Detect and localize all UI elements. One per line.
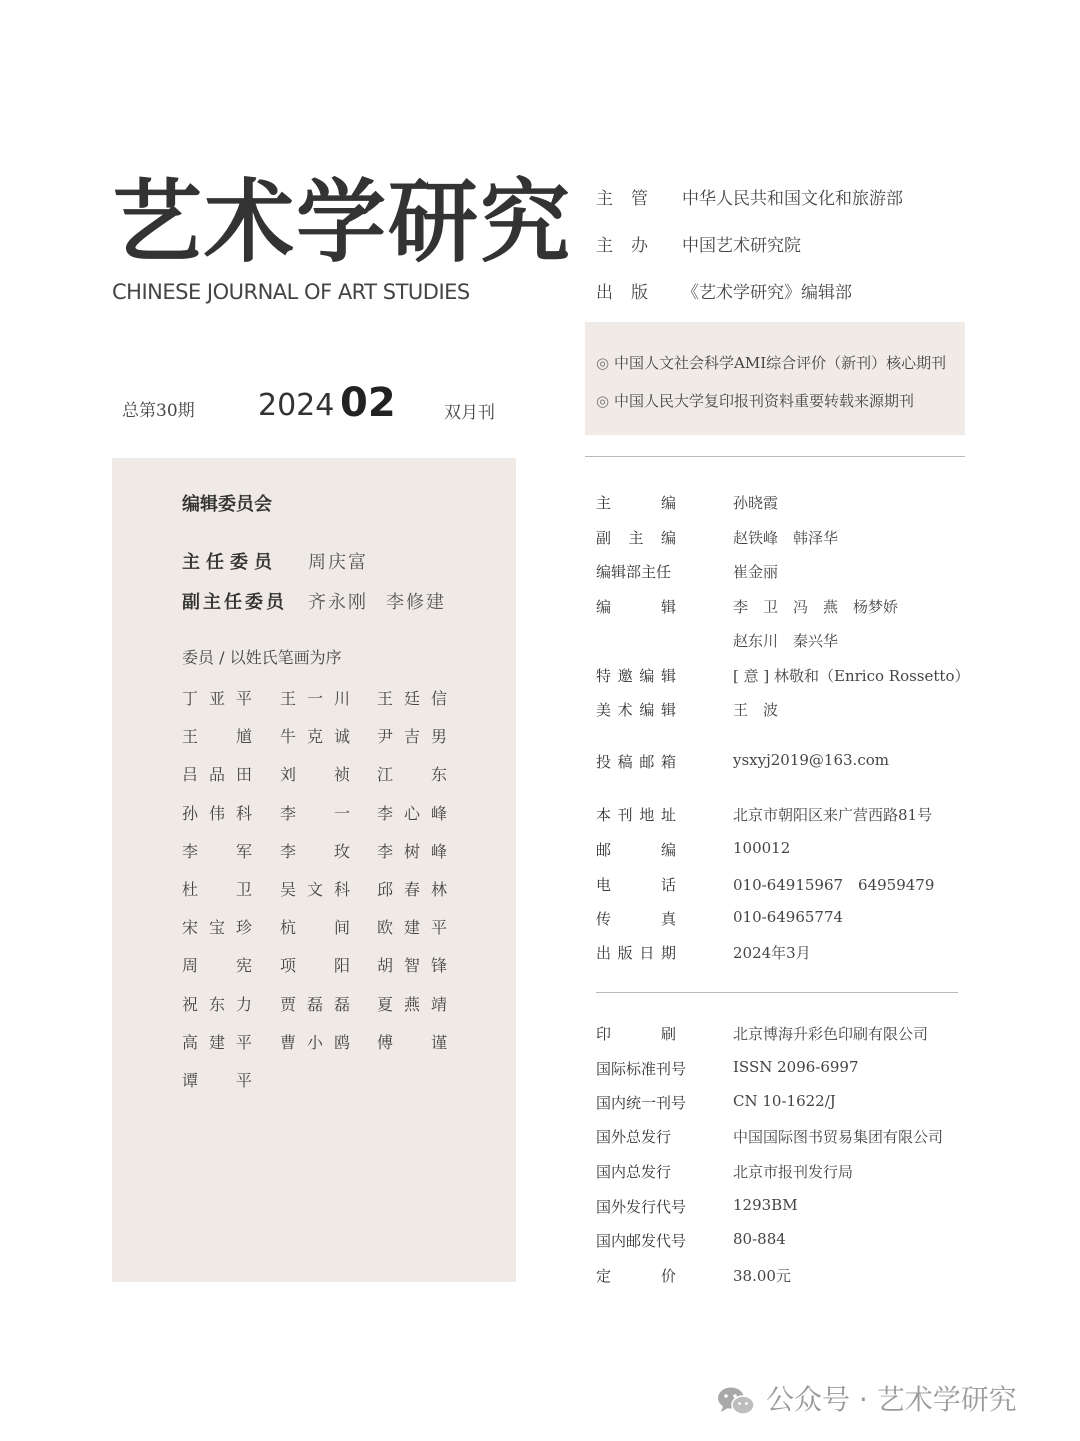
indexing-box xyxy=(585,322,965,435)
sponsor-row xyxy=(596,278,852,308)
members-title: 委员 / 以姓氏笔画为序 xyxy=(182,648,342,667)
journal-title: 艺术学研究 xyxy=(112,170,572,275)
info-value: 2024年3月 xyxy=(733,944,811,962)
board-member: 孙 伟 科 xyxy=(182,803,252,823)
vice-name: 齐永刚 xyxy=(308,592,368,613)
board-member: 高 建 平 xyxy=(182,1032,252,1052)
indexing-text: 中国人文社会科学AMI综合评价（新刊）核心期刊 xyxy=(614,354,947,372)
board-chair-row xyxy=(182,548,368,574)
sponsor-row xyxy=(596,184,903,214)
board-member: 李 心 峰 xyxy=(377,803,447,823)
board-member: 杭 间 xyxy=(280,918,350,938)
issue-number: 02 xyxy=(340,380,396,426)
info-label: 副 主 编 xyxy=(596,529,676,547)
info-value: 李 卫 冯 燕 杨梦娇 xyxy=(733,598,899,616)
indexing-item xyxy=(596,352,946,373)
board-member: 王 廷 信 xyxy=(377,689,447,708)
board-member: 谭 平 xyxy=(182,1071,252,1090)
journal-title-english: CHINESE JOURNAL OF ART STUDIES xyxy=(112,280,470,304)
info-value: 80-884 xyxy=(733,1230,786,1248)
info-label: 国外发行代号 xyxy=(596,1198,687,1216)
board-member: 欧 建 平 xyxy=(377,918,447,938)
info-label: 出 版 日 期 xyxy=(596,944,676,962)
board-member: 李 玫 xyxy=(280,841,350,861)
board-title: 编辑委员会 xyxy=(182,494,272,515)
info-label: 特 邀 编 辑 xyxy=(596,667,676,685)
watermark-text: 公众号 · 艺术学研究 xyxy=(766,1383,1017,1416)
info-value: 赵铁峰 韩泽华 xyxy=(733,529,839,547)
info-value: 010-64965774 xyxy=(733,908,844,926)
board-member: 李 树 峰 xyxy=(377,841,447,861)
watermark xyxy=(716,1378,1017,1418)
info-value: [ 意 ] 林敬和（Enrico Rossetto） xyxy=(733,667,970,685)
info-value: 38.00元 xyxy=(733,1267,791,1285)
board-member: 尹 吉 男 xyxy=(377,727,447,747)
info-value: 1293BM xyxy=(733,1196,798,1214)
info-label: 邮 编 xyxy=(596,841,676,859)
issue-year: 2024 xyxy=(258,388,335,423)
board-member: 周 宪 xyxy=(182,956,252,976)
board-member: 吕 品 田 xyxy=(182,765,252,785)
info-value: 北京博海升彩色印刷有限公司 xyxy=(733,1025,929,1043)
info-value: 北京市报刊发行局 xyxy=(733,1163,854,1181)
board-member: 夏 燕 靖 xyxy=(377,994,447,1014)
board-member: 牛 克 诚 xyxy=(280,727,350,747)
divider xyxy=(585,456,965,457)
indexing-text: 中国人民大学复印报刊资料重要转载来源期刊 xyxy=(614,392,915,410)
board-member: 贾 磊 磊 xyxy=(280,994,350,1014)
chair-name: 周庆富 xyxy=(308,552,368,573)
info-value: CN 10-1622/J xyxy=(733,1092,836,1110)
board-member: 王 馗 xyxy=(182,727,252,747)
sponsor-value: 《艺术学研究》编辑部 xyxy=(682,283,852,303)
info-value: 100012 xyxy=(733,839,791,857)
board-member: 李 一 xyxy=(280,803,350,823)
wechat-icon xyxy=(716,1385,756,1417)
info-label: 本 刊 地 址 xyxy=(596,806,676,824)
info-value: 北京市朝阳区来广营西路81号 xyxy=(733,806,933,824)
info-label: 印 刷 xyxy=(596,1025,676,1043)
sponsor-value: 中华人民共和国文化和旅游部 xyxy=(682,189,903,209)
board-member: 吴 文 科 xyxy=(280,880,350,899)
board-member: 丁 亚 平 xyxy=(182,689,252,708)
sponsor-label: 主管 xyxy=(596,189,666,209)
board-member: 项 阳 xyxy=(280,956,350,976)
board-member: 王 一 川 xyxy=(280,689,350,708)
board-member: 江 东 xyxy=(377,765,447,785)
board-member: 邱 春 林 xyxy=(377,880,447,899)
board-member: 刘 祯 xyxy=(280,765,350,785)
sponsor-label: 出版 xyxy=(596,283,666,303)
issue-frequency: 双月刊 xyxy=(444,403,495,423)
editorial-board-panel xyxy=(112,458,516,1282)
issue-total: 总第30期 xyxy=(122,401,195,421)
info-label: 国内总发行 xyxy=(596,1163,672,1181)
circle-bullet-icon: ◎ xyxy=(596,354,610,372)
board-member: 曹 小 鸥 xyxy=(280,1032,350,1052)
sponsor-row xyxy=(596,231,801,261)
board-member: 李 军 xyxy=(182,841,252,861)
board-vice-row xyxy=(182,588,446,614)
info-value: 崔金丽 xyxy=(733,563,779,581)
board-member: 杜 卫 xyxy=(182,880,252,899)
info-value: ISSN 2096-6997 xyxy=(733,1058,859,1076)
info-value: 孙晓霞 xyxy=(733,494,779,512)
info-label: 美 术 编 辑 xyxy=(596,701,676,719)
vice-label: 副主任委员 xyxy=(182,592,287,613)
sponsor-value: 中国艺术研究院 xyxy=(682,236,801,256)
info-label: 国内统一刊号 xyxy=(596,1094,687,1112)
vice-name: 李修建 xyxy=(386,592,446,613)
info-value: 王 波 xyxy=(733,701,779,719)
submission-label: 投 稿 邮 箱 xyxy=(596,753,676,771)
info-label: 电 话 xyxy=(596,876,676,894)
submission-email: ysxyj2019@163.com xyxy=(733,751,889,769)
sponsor-label: 主办 xyxy=(596,236,666,256)
info-label: 编 辑 xyxy=(596,598,676,616)
info-label: 定 价 xyxy=(596,1267,676,1285)
info-label: 编辑部主任 xyxy=(596,563,672,581)
info-label: 国际标准刊号 xyxy=(596,1060,687,1078)
circle-bullet-icon: ◎ xyxy=(596,392,610,410)
board-member: 傅 谨 xyxy=(377,1032,447,1052)
info-label: 主 编 xyxy=(596,494,676,512)
board-member: 宋 宝 珍 xyxy=(182,918,252,938)
divider xyxy=(596,992,958,993)
info-value: 010-64915967 64959479 xyxy=(733,876,935,894)
board-member: 祝 东 力 xyxy=(182,994,252,1014)
info-label: 国内邮发代号 xyxy=(596,1232,687,1250)
info-value: 赵东川 秦兴华 xyxy=(733,632,839,650)
chair-label: 主任委员 xyxy=(182,552,278,573)
board-member: 胡 智 锋 xyxy=(377,956,447,976)
info-label: 国外总发行 xyxy=(596,1128,672,1146)
info-label: 传 真 xyxy=(596,910,676,928)
info-value: 中国国际图书贸易集团有限公司 xyxy=(733,1128,944,1146)
indexing-item xyxy=(596,390,914,411)
